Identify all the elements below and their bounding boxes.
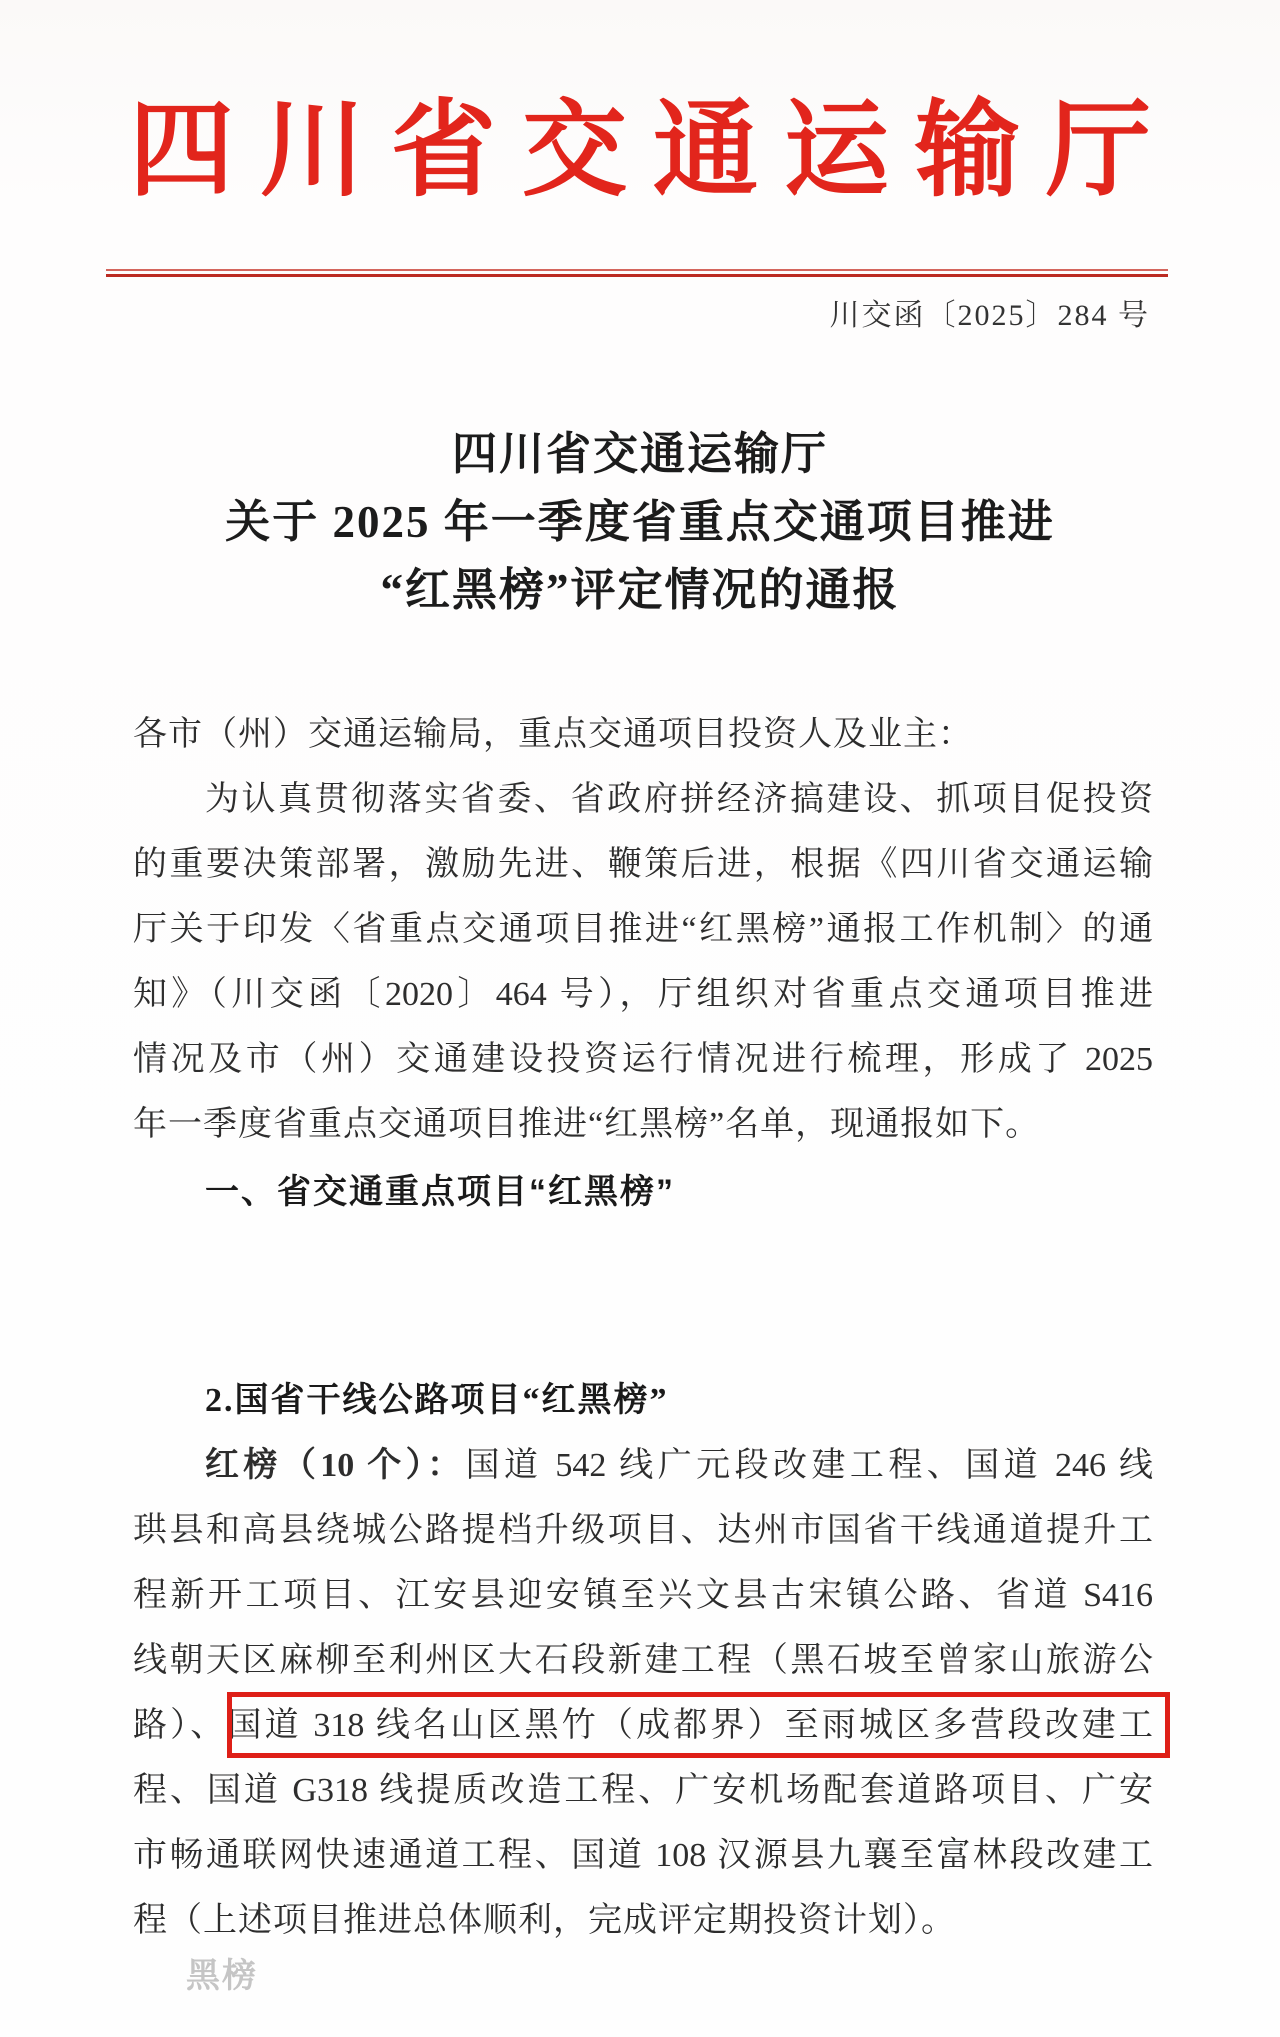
cutoff-next-line: 黑榜 [186,1958,258,1995]
document-title [0,420,1280,624]
text-line: 程新开工项目、江安县迎安镇至兴文县古宋镇公路、省道 S416 [133,1577,1153,1614]
text-line: 情况及市（州）交通建设投资运行情况进行梳理，形成了 2025 [133,1041,1153,1078]
section-heading-red-black-list: 一、省交通重点项目“红黑榜” [205,1173,675,1211]
red-list-first-line-rest: 国道 542 线广元段改建工程、国道 246 线 [465,1447,1153,1484]
text-line: 程、国道 G318 线提质改造工程、广安机场配套道路项目、广安 [133,1772,1153,1809]
text-line: 市畅通联网快速通道工程、国道 108 汉源县九襄至富林段改建工 [133,1837,1153,1874]
salutation-line: 各市（州）交通运输局，重点交通项目投资人及业主： [133,716,973,753]
red-list-label: 红榜（10 个）： [205,1447,466,1484]
text-line: 为认真贯彻落实省委、省政府拼经济搞建设、抓项目促投资 [205,781,1153,818]
agency-letterhead: 四川省交通运输厅 [128,92,1177,209]
text-line: 路）、国道 318 线名山区黑竹（成都界）至雨城区多营段改建工 [133,1707,1153,1744]
letterhead-divider-line [106,269,1168,277]
document-number: 川交函〔2025〕284 号 [829,299,1150,332]
text-line: 知》（川交函〔2020〕464 号），厅组织对省重点交通项目推进 [133,976,1153,1013]
text-line: 珙县和高县绕城公路提档升级项目、达州市国省干线通道提升工 [133,1512,1153,1549]
title-line-2: 关于 2025 年一季度省重点交通项目推进 [225,497,1055,547]
highlight-annotation-box [227,1692,1170,1758]
title-line-3: “红黑榜”评定情况的通报 [380,565,900,615]
red-list-first-line [133,1433,1153,1498]
paragraph-intro [133,767,1153,1157]
title-line-1: 四川省交通运输厅 [451,429,828,479]
text-line: 的重要决策部署，激励先进、鞭策后进，根据《四川省交通运输 [133,846,1153,883]
subsection-heading-highway-projects: 2.国省干线公路项目“红黑榜” [205,1382,669,1419]
text-line: 线朝天区麻柳至利州区大石段新建工程（黑石坡至曾家山旅游公 [133,1642,1153,1679]
text-line: 程（上述项目推进总体顺利，完成评定期投资计划）。 [133,1902,956,1939]
text-line: 厅关于印发〈省重点交通项目推进“红黑榜”通报工作机制〉的通 [133,911,1153,948]
text-line: 年一季度省重点交通项目推进“红黑榜”名单，现通报如下。 [133,1106,1041,1143]
